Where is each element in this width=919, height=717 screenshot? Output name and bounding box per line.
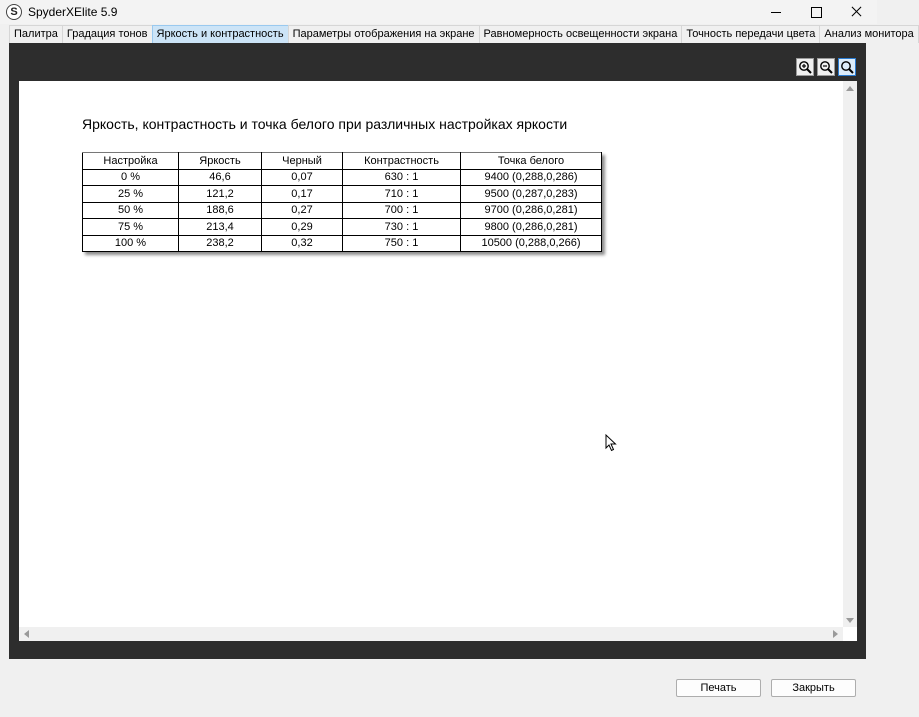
table-cell: 9700 (0,286,0,281) (461, 202, 602, 219)
table-cell: 25 % (83, 186, 179, 203)
report-title: Яркость, контрастность и точка белого при различных настройках яркости (82, 116, 568, 132)
column-header: Контрастность (343, 153, 461, 170)
table-cell: 0 % (83, 169, 179, 186)
brightness-table (82, 152, 602, 252)
table-cell: 0,17 (262, 186, 343, 203)
tab-color-accuracy[interactable]: Точность передачи цвета (681, 25, 820, 43)
table-row (83, 235, 602, 252)
table-cell: 0,27 (262, 202, 343, 219)
zoom-out-icon[interactable] (817, 58, 835, 76)
table-cell: 50 % (83, 202, 179, 219)
table-cell: 46,6 (179, 169, 262, 186)
maximize-button[interactable] (796, 0, 836, 24)
table-cell: 238,2 (179, 235, 262, 252)
column-header: Настройка (83, 153, 179, 170)
title-bar (0, 0, 877, 24)
vertical-scrollbar[interactable] (843, 81, 857, 627)
app-icon: S (6, 4, 22, 20)
table-cell: 9500 (0,287,0,283) (461, 186, 602, 203)
table-cell: 188,6 (179, 202, 262, 219)
scroll-right-icon[interactable] (833, 630, 838, 638)
column-header: Черный (262, 153, 343, 170)
table-cell: 700 : 1 (343, 202, 461, 219)
zoom-in-icon[interactable] (796, 58, 814, 76)
table-cell: 730 : 1 (343, 219, 461, 236)
table-cell: 75 % (83, 219, 179, 236)
table-cell: 750 : 1 (343, 235, 461, 252)
table-row (83, 219, 602, 236)
column-header: Яркость (179, 153, 262, 170)
tab-display-parameters[interactable]: Параметры отображения на экране (288, 25, 480, 43)
table-cell: 100 % (83, 235, 179, 252)
table-cell: 0,07 (262, 169, 343, 186)
tab-tone-gradation[interactable]: Градация тонов (62, 25, 153, 43)
close-window-button[interactable] (836, 0, 876, 24)
mouse-cursor-icon (605, 434, 617, 452)
table-cell: 710 : 1 (343, 186, 461, 203)
table-row (83, 186, 602, 203)
close-button[interactable]: Закрыть (771, 679, 856, 697)
scroll-up-icon[interactable] (846, 86, 854, 91)
scroll-left-icon[interactable] (24, 630, 29, 638)
report-viewport (19, 81, 843, 627)
table-cell: 10500 (0,288,0,266) (461, 235, 602, 252)
window-title: SpyderXElite 5.9 (28, 5, 118, 19)
table-cell: 630 : 1 (343, 169, 461, 186)
table-cell: 9800 (0,286,0,281) (461, 219, 602, 236)
table-cell: 213,4 (179, 219, 262, 236)
tab-monitor-analysis[interactable]: Анализ монитора (819, 25, 918, 43)
table-row (83, 202, 602, 219)
column-header: Точка белого (461, 153, 602, 170)
table-cell: 121,2 (179, 186, 262, 203)
scroll-down-icon[interactable] (846, 618, 854, 623)
tab-palette[interactable]: Палитра (9, 25, 63, 43)
tab-strip (9, 25, 918, 43)
table-cell: 0,32 (262, 235, 343, 252)
minimize-button[interactable] (756, 0, 796, 24)
tab-screen-uniformity[interactable]: Равномерность освещенности экрана (479, 25, 683, 43)
table-cell: 0,29 (262, 219, 343, 236)
zoom-fit-icon[interactable] (838, 58, 856, 76)
table-row (83, 169, 602, 186)
scrollbar-corner (843, 627, 857, 641)
print-button[interactable]: Печать (676, 679, 761, 697)
table-header-row (83, 153, 602, 170)
tab-brightness-contrast[interactable]: Яркость и контрастность (152, 25, 289, 43)
table-cell: 9400 (0,288,0,286) (461, 169, 602, 186)
horizontal-scrollbar[interactable] (19, 627, 843, 641)
